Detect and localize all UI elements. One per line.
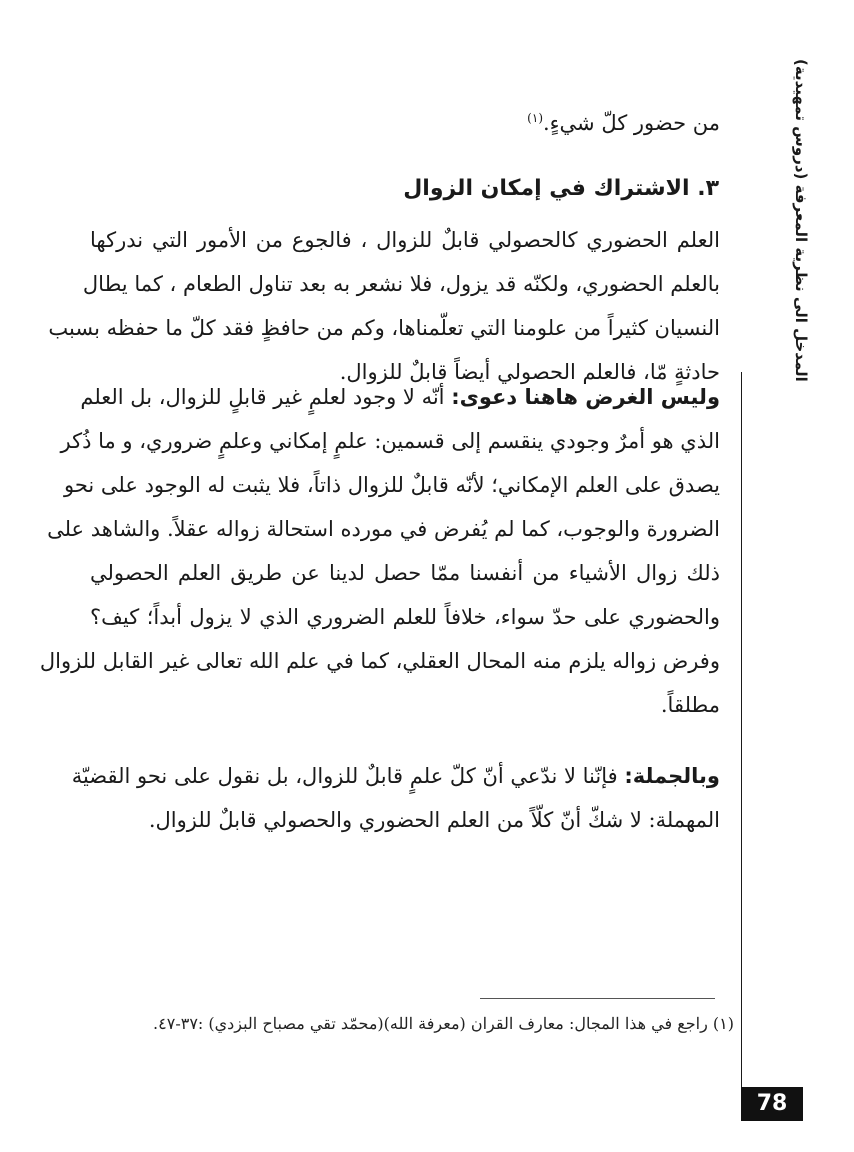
text-line: وفرض زواله يلزم منه المحال العقلي، كما في علم الله تعالى غير القابل للزوال (39, 649, 720, 673)
lead-phrase: وليس الغرض هاهنا دعوى: (451, 385, 720, 409)
footnote: (١) راجع في هذا المجال: معارف القران (معرفة الله)(محمّد تقي مصباح البزدي) :٣٧-٤٧. (153, 1014, 734, 1033)
text-line: بالعلم الحضوري، ولكنّه قد يزول، فلا نشعر به بعد تناول الطعام ، كما يطال (82, 272, 720, 296)
text-line: العلم الحضوري كالحصولي قابلٌ للزوال ، فالجوع من الأمور التي ندركها (90, 228, 720, 252)
margin-rule (741, 372, 742, 1087)
line-rest: أنّه لا وجود لعلمٍ غير قابلٍ للزوال، بل العلم (80, 385, 445, 409)
text-line: ذلك زوال الأشياء من أنفسنا ممّا حصل لدينا عن طريق العلم الحصولي (90, 561, 720, 585)
text-line: والحضوري على حدّ سواء، خلافاً للعلم الضروري الذي لا يزول أبداً؛ كيف؟ (90, 605, 720, 629)
section-heading: ٣. الاشتراك في إمكان الزوال (403, 176, 719, 201)
paragraph-1 (48, 218, 720, 394)
text-line: النسيان كثيراً من علومنا التي تعلّمناها، وكم من حافظٍ فقد كلّ ما حفظه بسبب (48, 316, 720, 340)
page-number: 78 (741, 1087, 803, 1121)
text-line: الضرورة والوجوب، كما لم يُفرض في مورده استحالة زواله عقلاً. والشاهد على (47, 517, 720, 541)
footnote-reference: (١) (527, 111, 543, 125)
text-line: يصدق على العلم الإمكاني؛ لأنّه قابلٌ للزوال ذاتاً، فلا يثبت له الوجود على نحو (63, 473, 720, 497)
text-line: المهملة: لا شكّ أنّ كلّاً من العلم الحضوري والحصولي قابلٌ للزوال. (148, 808, 720, 832)
text-line: حادثةٍ مّا، فالعلم الحصولي أيضاً قابلٌ للزوال. (339, 360, 720, 384)
line-rest: فإنّنا لا ندّعي أنّ كلّ علمٍ قابلٌ للزوال، بل نقول على نحو القضيّة (71, 764, 618, 788)
footnote-separator (480, 998, 715, 999)
paragraph-3 (71, 754, 720, 842)
running-header-vertical: المدخل الى نظرية المعرفة (دروس تمهيدية) (792, 59, 810, 382)
intro-block (125, 96, 720, 140)
intro-text: من حضور كلّ شيءٍ. (543, 111, 720, 135)
intro-line (125, 96, 720, 140)
paragraph-2 (39, 375, 720, 727)
text-line: مطلقاً. (660, 693, 720, 717)
text-line (80, 375, 720, 419)
text-line: الذي هو أمرٌ وجودي ينقسم إلى قسمين: علمٍ إمكاني وعلمٍ ضروري، و ما ذُكر (60, 429, 720, 453)
lead-phrase: وبالجملة: (624, 764, 720, 788)
text-line (71, 754, 720, 798)
